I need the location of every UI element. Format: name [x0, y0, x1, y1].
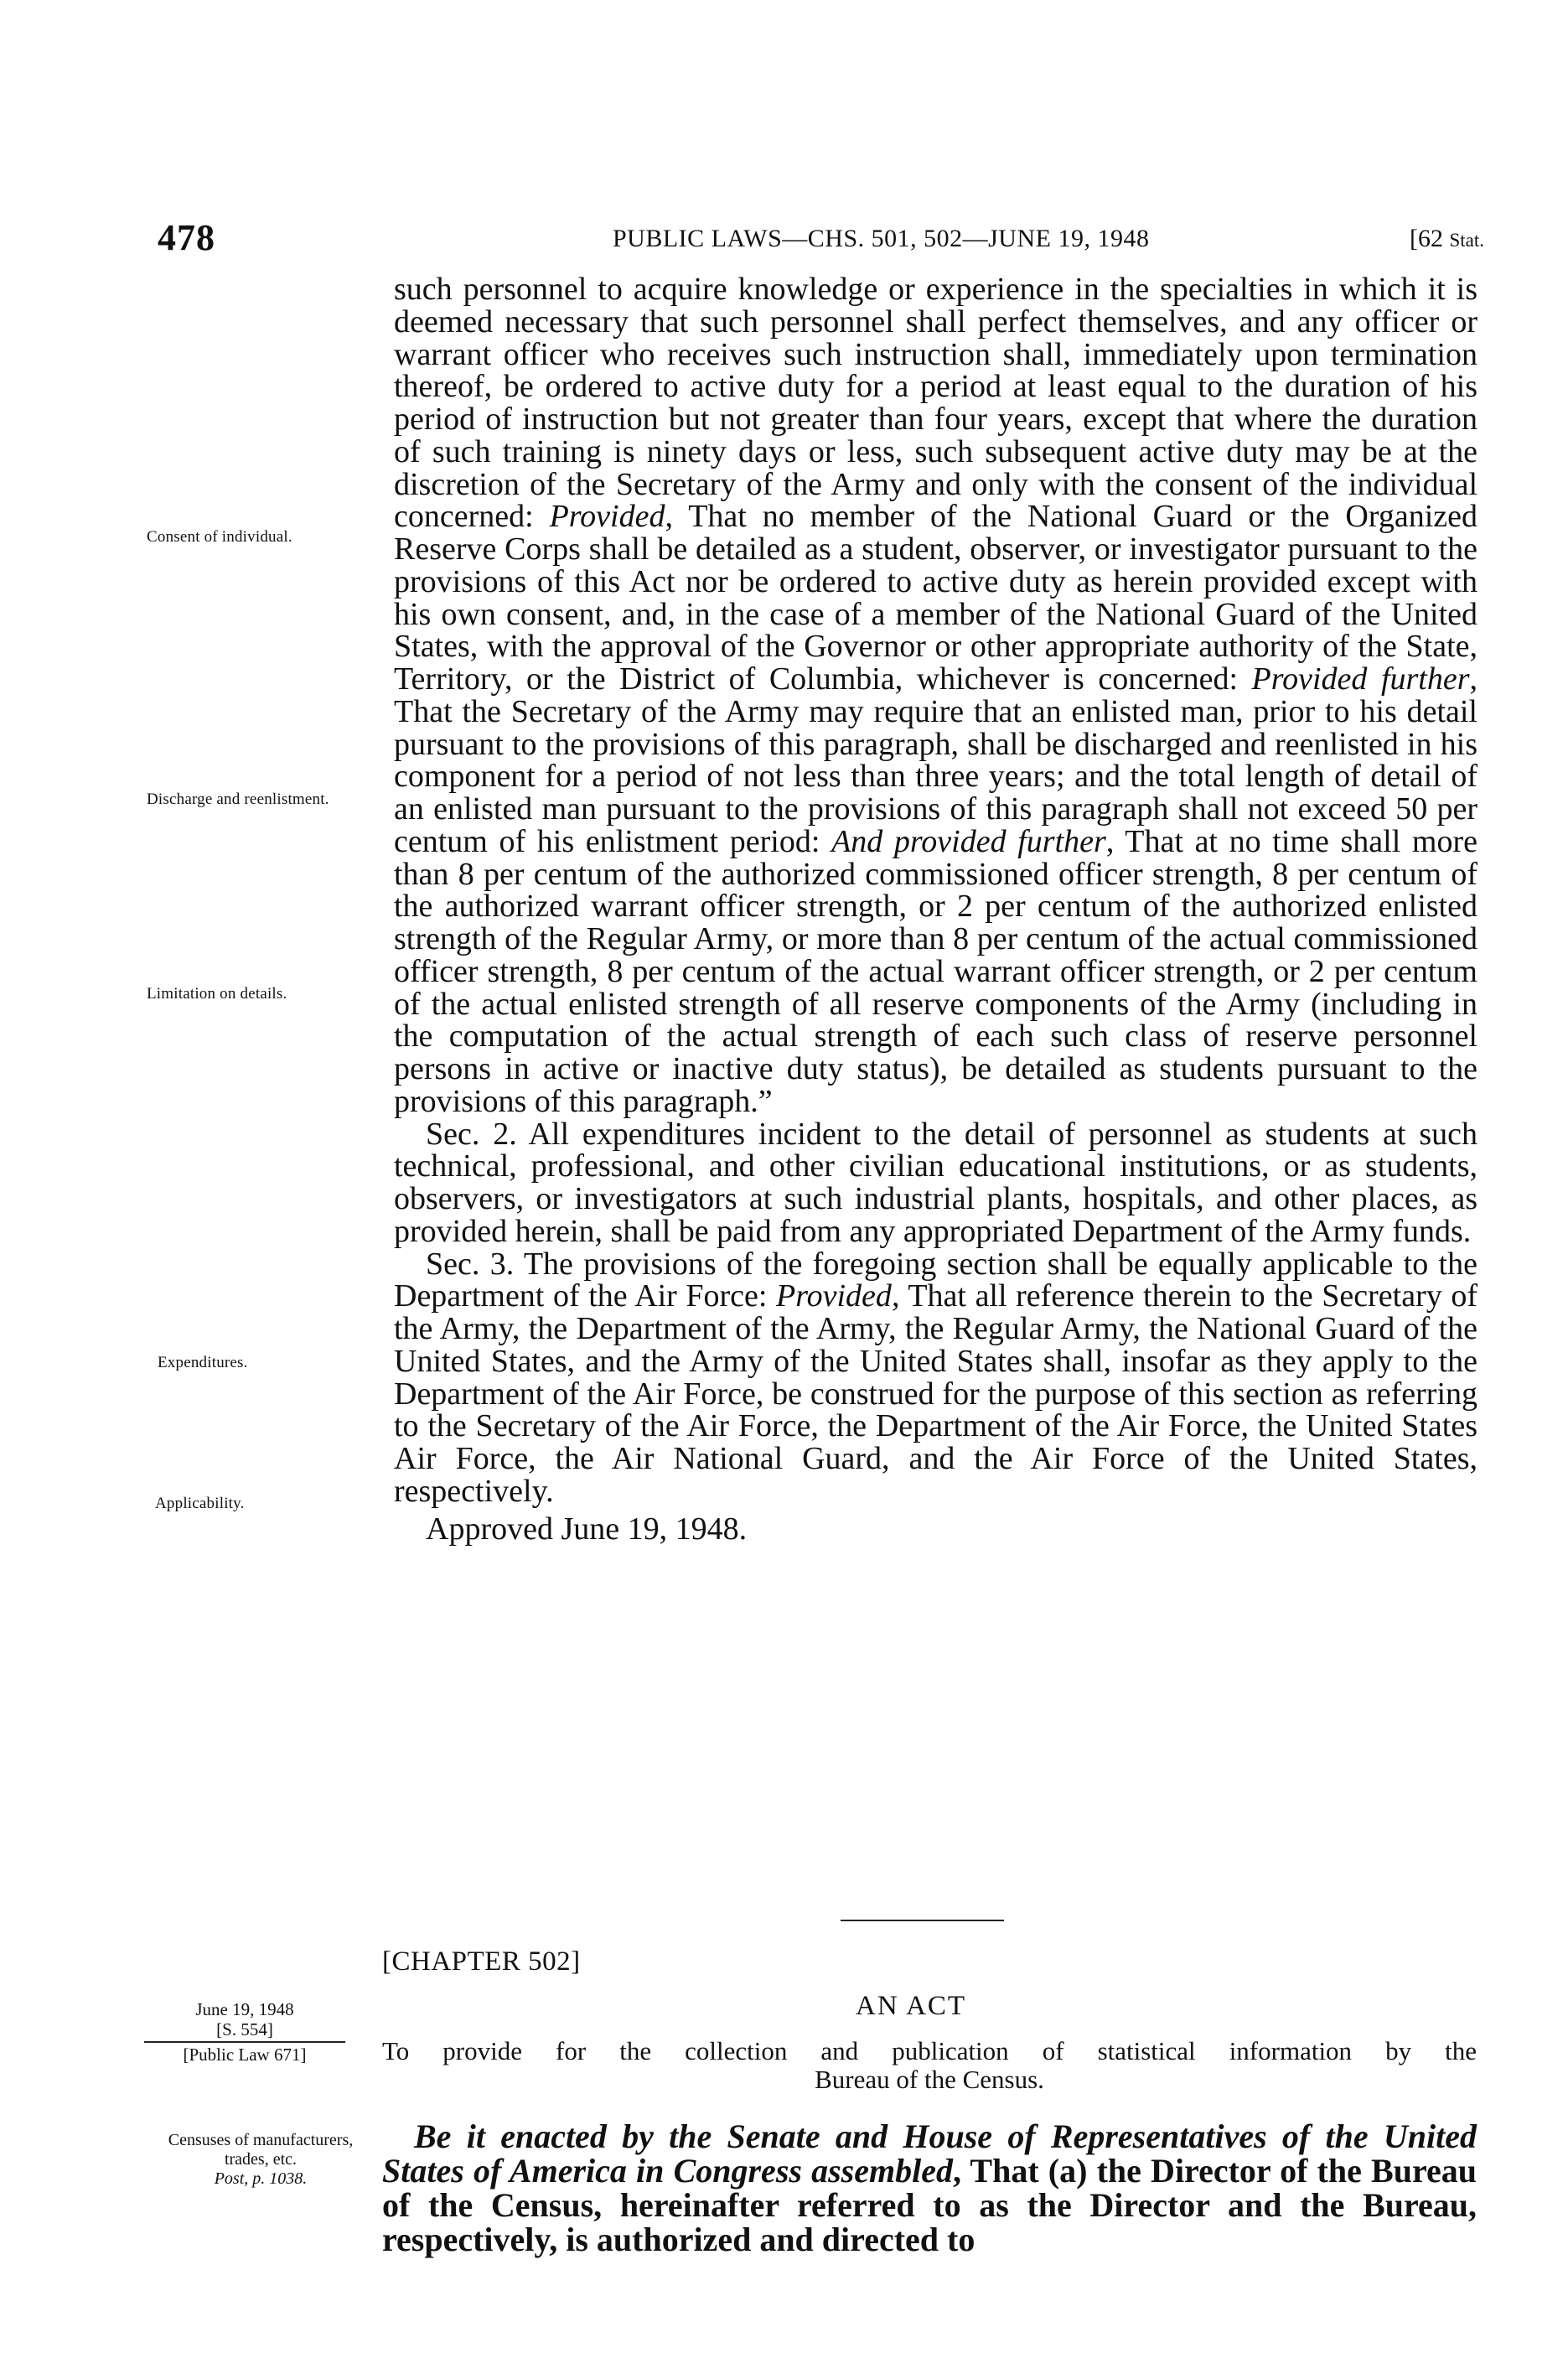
section-label: Sec. 3.	[426, 1246, 515, 1282]
enacting-clause	[382, 2119, 1477, 2257]
margin-note-discharge: Discharge and reenlistment.	[147, 790, 329, 808]
text-run: The provisions of the foregoing section shall be equally applicable to the Department of the Air Force:	[394, 1246, 1477, 1314]
running-head: PUBLIC LAWS—CHS. 501, 502—JUNE 19, 1948	[613, 225, 1150, 252]
text-run: such personnel to acquire knowledge or experience in the specialties in which it is deemed necessary that such personnel shall perfect themselves, and any officer or warrant officer who receives such instruction shall, immediately upon termination thereof, be ordered to active duty for a period at least equal to the duration of his period of instruction but not greater than four years, except that where the duration of such training is ninety days or less, such subsequent active duty may be at the discretion of the Secretary of the Army and only with the consent of the individual concerned:	[394, 272, 1477, 535]
chapter-heading: [CHAPTER 502]	[382, 1946, 581, 1977]
page-number: 478	[158, 217, 215, 258]
statute-reference	[1410, 225, 1484, 253]
date-note: June 19, 1948	[195, 1999, 294, 2019]
margin-note-consent: Consent of individual.	[147, 528, 292, 546]
proviso: Provided	[549, 499, 665, 535]
section-3	[394, 1248, 1477, 1508]
text-run: , That no member of the National Guard or the Organized Reserve Corps shall be detailed as a student, observer, or investigator pursuant to the provisions of this Act nor be ordered to active duty as herein provided except with his own consent, and, in the case of a member of the National Guard of the United States, with the approval of the Governor or other appropriate authority of the State, Territory, or the District of Columbia, whichever is concerned:	[394, 499, 1478, 697]
statute-prefix: [62	[1409, 225, 1450, 252]
bill-note: [S. 554]	[216, 2019, 273, 2039]
enacting-paragraph	[382, 2119, 1477, 2257]
page-header	[158, 216, 1484, 258]
approved-line: Approved June 19, 1948.	[426, 1511, 748, 1547]
law-note: [Public Law 671]	[183, 2045, 307, 2065]
paragraph-continuation	[394, 273, 1477, 1118]
statute-label: Stat.	[1449, 230, 1484, 251]
text-run: , That (a) the Director of the Bureau of the Census, hereinafter referred to as the Director and the Bureau, respectively, is authorized and directed to	[382, 2152, 1477, 2258]
section-2	[394, 1118, 1477, 1248]
body-text	[394, 273, 1477, 1545]
act-title	[382, 2037, 1477, 2094]
text-run: , That the Secretary of the Army may require that an enlisted man, prior to his detail pursuant to the provisions of this paragraph, shall be discharged and reenlisted in his component for a period of not less than three years; and the total length of detail of an enlisted man pursuant to the provisions of this paragraph shall not exceed 50 per centum of his enlistment period:	[394, 661, 1477, 859]
proviso: Provided	[776, 1278, 892, 1314]
act-title-line-2: Bureau of the Census.	[815, 2065, 1044, 2094]
proviso: Provided further	[1251, 661, 1470, 697]
enacting-formula: Be it enacted by the Senate and House of Representatives of the United States of America in Congress assembled	[382, 2117, 1477, 2190]
act-title-line-1: To provide for the collection and publication of statistical information by the	[382, 2036, 1477, 2065]
census-note: Censuses of manufacturers, trades, etc.	[168, 2131, 354, 2169]
text-run: , That at no time shall more than 8 per centum of the authorized commissioned officer strength, 8 per centum of the authorized warrant officer strength, or 2 per centum of the authorized enlisted strength of the Regular Army, or more than 8 per centum of the actual commissioned officer strength, 8 per centum of the actual warrant officer strength, or 2 per centum of the actual enlisted strength of all reserve components of the Army (including in the computation of the actual strength of each such class of reserve personnel persons in active or inactive duty status), be detailed as students pursuant to the provisions of this paragraph.”	[394, 823, 1477, 1119]
divider-rule	[841, 1920, 1004, 1921]
margin-note-expenditures: Expenditures.	[158, 1354, 248, 1371]
margin-note-limitation: Limitation on details.	[147, 985, 287, 1003]
text-run: , That all reference therein to the Secretary of the Army, the Department of the Army, the Regular Army, the National Guard of the United States, and the Army of the United States shall, insofar as they apply to the Department of the Air Force, be construed for the purpose of this section as referring to the Secretary of the Air Force, the Department of the Air Force, the United States Air Force, the Air National Guard, and the Air Force of the United States, respectively.	[394, 1278, 1477, 1509]
section-label: Sec. 2.	[426, 1116, 517, 1152]
note-divider	[144, 2041, 345, 2043]
margin-note-applicability: Applicability.	[155, 1495, 245, 1512]
cross-reference-note: Post, p. 1038.	[214, 2169, 308, 2188]
margin-note-date	[144, 1999, 345, 2065]
an-act-heading: AN ACT	[856, 1991, 967, 2021]
margin-note-census	[144, 2131, 377, 2189]
text-run: All expenditures incident to the detail of personnel as students at such technical, professional, and other civilian educational institutions, or as students, observers, or investigators at such industrial plants, hospitals, and other places, as provided herein, shall be paid from any appropriated Department of the Army funds.	[394, 1116, 1477, 1249]
proviso: And provided further	[831, 823, 1106, 859]
